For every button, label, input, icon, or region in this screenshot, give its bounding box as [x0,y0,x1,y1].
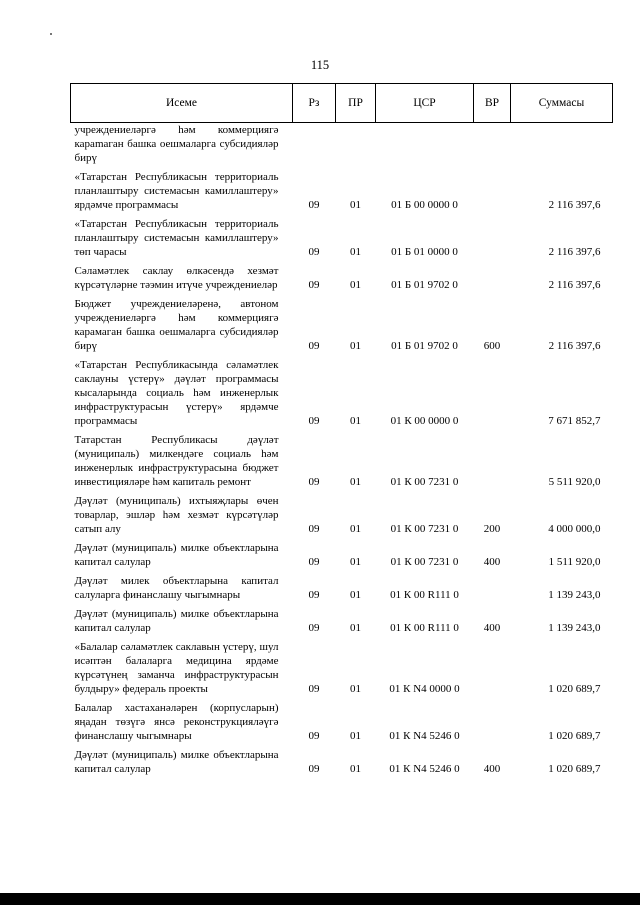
column-header-rz: Рз [293,84,336,123]
scan-bottom-edge [0,893,640,905]
row-name: Сәламәтлек саклау өлкәсендә хезмәт күрсәтүләрне тәэмин итүче учреждениеләр [74,265,279,291]
row-pr [336,123,376,169]
row-rz: 09 [308,683,320,695]
row-sum [511,123,613,169]
row-sum: 1 511 920,0 [548,556,601,568]
row-name: учреждениеләргә һәм коммерциягә караmаган башка оешмаларга субсидияләр бирү [74,124,279,164]
table-row [71,699,613,746]
row-vr [474,699,511,746]
row-pr: 01 [350,340,361,352]
row-name: Татарстан Республикасы дәүләт (муниципаль) милкендәге социаль һәм инженерлык инфраструктурасына бюджет инвестицияләре һәм капиталь ремонт [74,434,279,488]
scan-speck [50,33,52,35]
row-sum: 2 116 397,6 [548,246,601,258]
row-sum: 7 671 852,7 [548,415,601,427]
row-name: «Татарстан Республикасын территориаль планлаштыру системасын камиллаштеру» төп чарасы [74,218,279,258]
row-vr [474,215,511,262]
row-sum: 1 139 243,0 [548,622,601,634]
row-vr: 400 [483,763,501,775]
row-name: Дәүләт (муниципаль) милке объектларына капитал салулар [74,608,279,634]
table-row [71,572,613,605]
row-csr: 01 К 00 R111 0 [390,589,459,601]
row-sum: 1 020 689,7 [548,763,601,775]
row-csr: 01 Б 01 9702 0 [391,279,458,291]
table-row [71,262,613,295]
row-csr: 01 К 00 0000 0 [390,415,459,427]
table-row [71,215,613,262]
row-pr: 01 [350,556,361,568]
row-rz: 09 [308,589,320,601]
row-name: «Татарстан Республикасында сәламәтлек саклауны үстерү» дәүләт программасы кысаларында социаль һәм инженерлык инфраструктурасын үстерү» ярдәмче программасы [74,359,279,427]
row-vr [474,168,511,215]
row-pr: 01 [350,763,361,775]
row-name: Дәүләт (муниципаль) милке объектларына капитал салулар [74,542,279,568]
row-csr: 01 Б 01 9702 0 [391,340,458,352]
row-vr: 400 [483,622,501,634]
row-pr: 01 [350,279,361,291]
row-csr: 01 К 00 R111 0 [390,622,459,634]
row-pr: 01 [350,730,361,742]
row-rz: 09 [308,730,320,742]
row-csr: 01 Б 00 0000 0 [391,199,458,211]
row-pr: 01 [350,523,361,535]
row-sum: 5 511 920,0 [548,476,601,488]
row-csr [376,123,474,169]
table-row [71,295,613,356]
row-pr: 01 [350,246,361,258]
row-name: Балалар хастаханәләрен (корпусларын) яңадан төзүгә янсә реконструкцияләүгә финанслашу чыгымнары [74,702,279,742]
table-row [71,123,613,169]
row-pr: 01 [350,683,361,695]
row-rz: 09 [308,279,320,291]
row-csr: 01 К 00 7231 0 [390,523,459,535]
row-csr: 01 Б 01 0000 0 [391,246,458,258]
row-vr [474,356,511,431]
column-header-csr: ЦСР [376,84,474,123]
row-rz: 09 [308,199,320,211]
table-row [71,605,613,638]
row-sum: 1 139 243,0 [548,589,601,601]
row-rz: 09 [308,556,320,568]
row-csr: 01 К 00 7231 0 [390,476,459,488]
table-row [71,168,613,215]
table-row [71,431,613,492]
row-rz [293,123,336,169]
row-pr: 01 [350,622,361,634]
column-header-sum: Суммасы [511,84,613,123]
row-rz: 09 [308,763,320,775]
row-rz: 09 [308,415,320,427]
row-sum: 2 116 397,6 [548,199,601,211]
row-rz: 09 [308,622,320,634]
row-sum: 1 020 689,7 [548,683,601,695]
row-name: Бюджет учреждениеләренә, автоном учреждениеләргә һәм коммерциягә карамаган башка оешмаларга субсидияләр бирү [74,298,279,352]
row-vr [474,262,511,295]
row-sum: 2 116 397,6 [548,340,601,352]
row-vr: 400 [483,556,501,568]
row-name: Дәүләт (муниципаль) милке объектларына капитал салулар [74,749,279,775]
row-name: Дәүләт (муниципаль) ихтыяҗлары өчен товарлар, эшләр һәм хезмәт күрсәтүләр сатып алу [74,495,279,535]
row-csr: 01 К N4 0000 0 [389,683,460,695]
row-vr [474,123,511,169]
table-row [71,356,613,431]
table-row [71,746,613,779]
row-sum: 1 020 689,7 [548,730,601,742]
row-pr: 01 [350,415,361,427]
row-csr: 01 К 00 7231 0 [390,556,459,568]
row-name: «Татарстан Республикасын территориаль планлаштыру системасын камиллаштеру» ярдәмче программасы [74,171,279,211]
row-rz: 09 [308,523,320,535]
budget-table [70,83,613,779]
table-header-row [71,84,613,123]
row-pr: 01 [350,589,361,601]
row-name: Дәүләт милек объектларына капитал салуларга финанслашу чыгымнары [74,575,279,601]
table-row [71,638,613,699]
row-csr: 01 К N4 5246 0 [389,730,460,742]
row-rz: 09 [308,246,320,258]
row-vr [474,431,511,492]
table-row [71,492,613,539]
row-csr: 01 К N4 5246 0 [389,763,460,775]
row-pr: 01 [350,199,361,211]
row-vr: 600 [483,340,501,352]
column-header-pr: ПР [336,84,376,123]
row-vr: 200 [483,523,501,535]
row-vr [474,572,511,605]
table-row [71,539,613,572]
row-sum: 4 000 000,0 [548,523,601,535]
page-number: 115 [310,58,330,72]
row-pr: 01 [350,476,361,488]
row-name: «Балалар сәламәтлек саклавын үстерү, шул исәптән балаларга медицина ярдәме күрсәтүнең заманча инфраструктурасын булдыру» федераль проекты [74,641,279,695]
column-header-vr: ВР [474,84,511,123]
row-rz: 09 [308,476,320,488]
row-vr [474,638,511,699]
row-sum: 2 116 397,6 [548,279,601,291]
column-header-name: Исеме [71,84,293,123]
row-rz: 09 [308,340,320,352]
